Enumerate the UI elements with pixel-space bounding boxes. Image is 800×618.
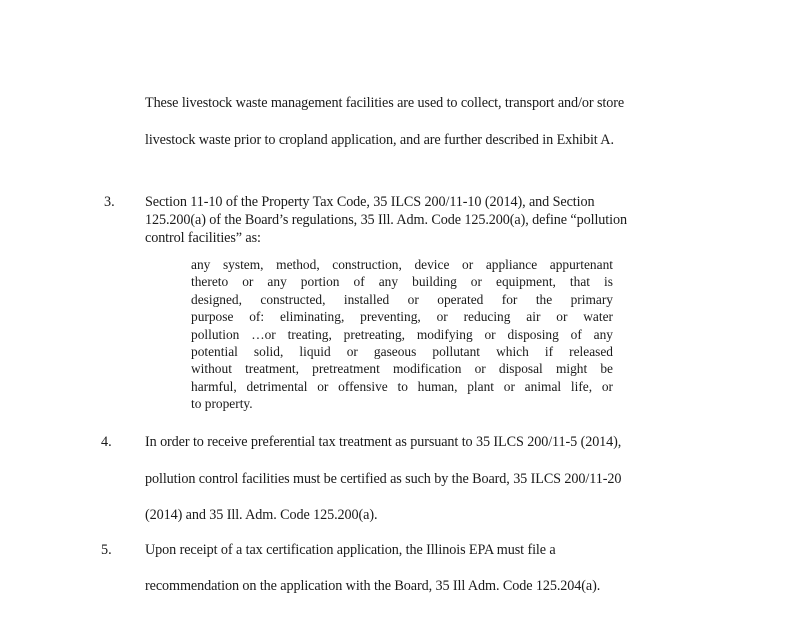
item-5-number: 5. — [101, 542, 112, 558]
item-4-number: 4. — [101, 434, 112, 450]
item-3-number: 3. — [104, 194, 115, 210]
intro-line-1: These livestock waste management facilities are used to collect, transport and/or store — [145, 95, 625, 111]
quote-line: any system, method, construction, device or appliance appurtenant — [191, 257, 613, 272]
intro-line-2: livestock waste prior to cropland application, and are further described in Exhibit A. — [145, 132, 614, 148]
quote-line: designed, constructed, installed or operated for the primary — [191, 291, 613, 307]
item-5-line-1: Upon receipt of a tax certification application, the Illinois EPA must file a — [145, 542, 556, 558]
quote-line: thereto or any portion of any building or equipment, that is — [191, 274, 613, 290]
item-4-line-3: (2014) and 35 Ill. Adm. Code 125.200(a). — [145, 507, 378, 523]
quote-line: harmful, detrimental or offensive to human, plant or animal life, or — [191, 378, 613, 394]
definition-block-quote — [191, 256, 613, 413]
quote-line: without treatment, pretreatment modification or disposal might be — [191, 361, 613, 377]
item-3-line-2: 125.200(a) of the Board’s regulations, 35 Ill. Adm. Code 125.200(a), define “pollution — [145, 212, 627, 228]
item-5-line-2: recommendation on the application with the Board, 35 Ill Adm. Code 125.204(a). — [145, 578, 601, 594]
item-3-line-1: Section 11-10 of the Property Tax Code, 35 ILCS 200/11-10 (2014), and Section — [145, 194, 595, 210]
item-3-line-3: control facilities” as: — [145, 230, 261, 246]
item-4-line-1: In order to receive preferential tax treatment as pursuant to 35 ILCS 200/11-5 (2014), — [145, 434, 622, 450]
quote-line: purpose of: eliminating, preventing, or reducing air or water — [191, 309, 613, 325]
quote-line: potential solid, liquid or gaseous pollutant which if released — [191, 344, 613, 360]
item-4-line-2: pollution control facilities must be certified as such by the Board, 35 ILCS 200/11-20 — [145, 471, 622, 487]
quote-line: pollution …or treating, pretreating, modifying or disposing of any — [191, 326, 613, 342]
quote-line: to property. — [191, 396, 253, 412]
